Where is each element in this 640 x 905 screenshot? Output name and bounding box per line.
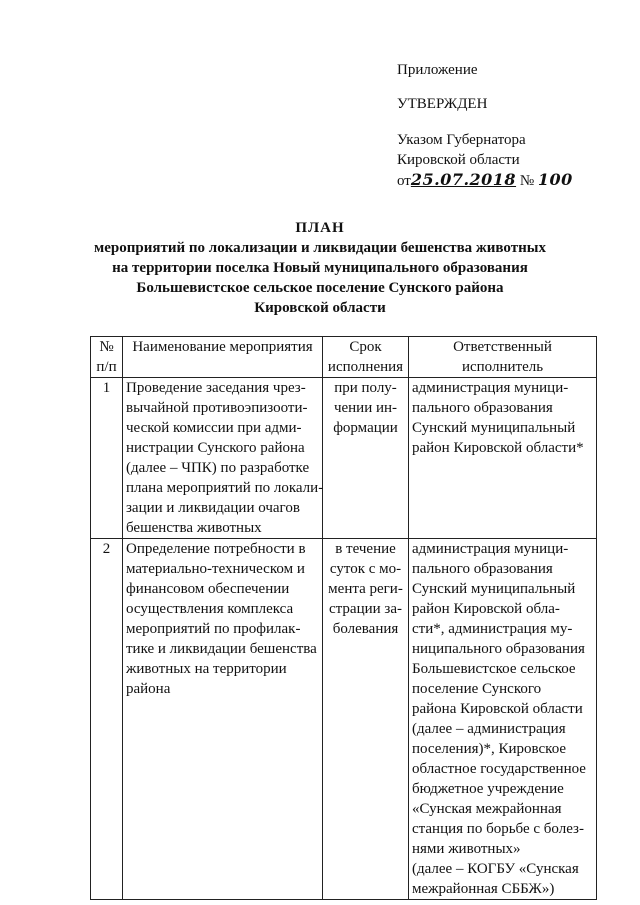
activity-name-line: зации и ликвидации очагов	[126, 500, 300, 516]
responsible-executor-line: областное государственное	[412, 761, 586, 777]
activity-name-line: животных на территории	[126, 661, 287, 677]
appendix-label: Приложение	[397, 62, 478, 78]
decree-number: 100	[537, 170, 573, 189]
execution-term-line: мента реги-	[328, 581, 403, 597]
activity-name-line: района	[126, 681, 171, 697]
row-number: 1	[91, 378, 123, 539]
title-line: на территории поселка Новый муниципального образования	[112, 260, 528, 276]
activity-name-line: мероприятий по профилак-	[126, 621, 301, 637]
decree-line-1: Указом Губернатора	[397, 132, 526, 148]
responsible-executor	[409, 378, 597, 539]
row-number: 2	[91, 539, 123, 900]
responsible-executor-line: поселение Сунского	[412, 681, 542, 697]
execution-term	[323, 539, 409, 900]
col-header-name: Наименование мероприятия	[123, 337, 323, 378]
execution-term-line: суток с мо-	[329, 561, 402, 577]
execution-term-line: в течение	[335, 541, 396, 557]
responsible-executor-line: межрайонная СББЖ»)	[412, 881, 555, 897]
approval-stamp	[397, 60, 573, 191]
execution-term	[323, 378, 409, 539]
responsible-executor-line: Сунский муниципальный	[412, 420, 576, 436]
responsible-executor-line: бюджетное учреждение	[412, 781, 564, 797]
responsible-executor-line: администрация муници-	[412, 541, 569, 557]
col-header-resp: Ответственный исполнитель	[409, 337, 597, 378]
table-row	[91, 378, 597, 539]
responsible-executor-line: района Кировской области	[412, 701, 583, 717]
responsible-executor-line: нями животных»	[412, 841, 521, 857]
activity-name-line: материально-техническом и	[126, 561, 305, 577]
title-heading: ПЛАН	[295, 220, 345, 236]
activity-name-line: вычайной противоэпизооти-	[126, 400, 308, 416]
responsible-executor-line: ниципального образования	[412, 641, 585, 657]
table-header-row	[91, 337, 597, 378]
execution-term-line: чении ин-	[333, 400, 398, 416]
responsible-executor-line: администрация муници-	[412, 380, 569, 396]
responsible-executor-line: Большевистское сельское	[412, 661, 576, 677]
col-header-num: № п/п	[91, 337, 123, 378]
responsible-executor-line: район Кировской обла-	[412, 601, 560, 617]
responsible-executor-line: поселения)*, Кировское	[412, 741, 567, 757]
execution-term-line: формации	[333, 420, 398, 436]
title-line: Кировской области	[254, 300, 386, 316]
activity-name-line: бешенства животных	[126, 520, 262, 536]
responsible-executor-line: пального образования	[412, 561, 553, 577]
execution-term-line: болевания	[332, 621, 399, 637]
table-row	[91, 539, 597, 900]
activity-name-line: нистрации Сунского района	[126, 440, 305, 456]
number-sign: №	[519, 173, 535, 189]
plan-table	[90, 336, 597, 900]
responsible-executor	[409, 539, 597, 900]
activity-name-line: тике и ликвидации бешенства	[126, 641, 317, 657]
activity-name-line: Проведение заседания чрез-	[126, 380, 306, 396]
activity-name-line: ческой комиссии при адми-	[126, 420, 302, 436]
responsible-executor-line: сти*, администрация му-	[412, 621, 573, 637]
responsible-executor-line: станция по борьбе с болез-	[412, 821, 584, 837]
responsible-executor-line: (далее – администрация	[412, 721, 566, 737]
activity-name	[123, 539, 323, 900]
responsible-executor-line: пального образования	[412, 400, 553, 416]
approved-label: УТВЕРЖДЕН	[397, 96, 488, 112]
responsible-executor-line: (далее – КОГБУ «Сунская	[412, 861, 579, 877]
activity-name	[123, 378, 323, 539]
activity-name-line: (далее – ЧПК) по разработке	[126, 460, 310, 476]
responsible-executor-line: «Сунская межрайонная	[412, 801, 562, 817]
decree-date: 25.07.2018	[410, 170, 517, 189]
responsible-executor-line: Сунский муниципальный	[412, 581, 576, 597]
decree-date-line	[397, 170, 573, 191]
responsible-executor-line: район Кировской области*	[412, 440, 584, 456]
document-title	[0, 218, 640, 318]
decree-line-2: Кировской области	[397, 152, 520, 168]
col-header-term: Срок исполнения	[323, 337, 409, 378]
execution-term-line: страции за-	[329, 601, 402, 617]
activity-name-line: Определение потребности в	[126, 541, 306, 557]
activity-name-line: финансовом обеспечении	[126, 581, 290, 597]
activity-name-line: осуществления комплекса	[126, 601, 294, 617]
title-line: мероприятий по локализации и ликвидации бешенства животных	[94, 240, 546, 256]
title-line: Большевистское сельское поселение Сунского района	[136, 280, 504, 296]
activity-name-line: плана мероприятий по локали-	[126, 480, 324, 496]
from-prefix: от	[397, 173, 411, 189]
execution-term-line: при полу-	[334, 380, 397, 396]
